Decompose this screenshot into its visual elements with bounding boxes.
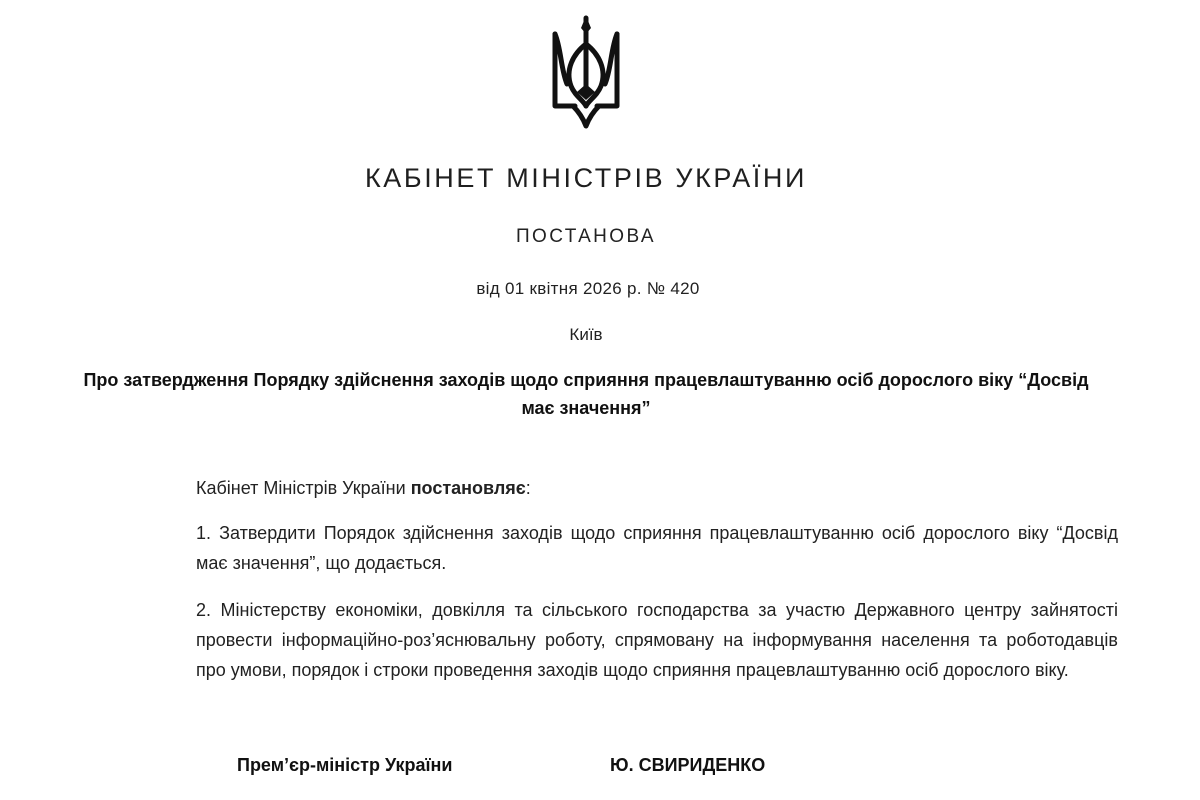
signatory-title: Прем’єр-міністр України — [237, 755, 453, 775]
intro-verb: постановляє — [410, 478, 526, 498]
signatory-name: Ю. СВИРИДЕНКО — [610, 755, 766, 775]
item-1-paragraph: 1. Затвердити Порядок здійснення заходів щодо сприяння працевлаштуванню осіб дорослого віку “Досвід має значення”, що додається. — [196, 523, 1118, 573]
intro-paragraph — [196, 473, 1118, 503]
document-type: ПОСТАНОВА — [516, 226, 656, 247]
date-prefix: від 01 квітня 2026 р. № — [476, 279, 666, 298]
item-2-paragraph: 2. Міністерству економіки, довкілля та сільського господарства за участю Державного центру зайнятості провести інформаційно-роз’яснювальну роботу, спрямовану на інформування населення та роботодавців про умови, порядок і строки проведення заходів щодо сприяння працевлаштуванню осіб дорослого віку. — [196, 600, 1118, 680]
authority-title: КАБІНЕТ МІНІСТРІВ УКРАЇНИ — [364, 163, 808, 193]
tryzub-icon — [551, 14, 621, 129]
document-subject: Про затвердження Порядку здійснення заходів щодо сприяння працевлаштуванню осіб дорослого віку “Досвід має значення” — [83, 370, 1089, 418]
document-dateline — [0, 279, 1176, 299]
city: Київ — [569, 325, 603, 344]
intro-prefix: Кабінет Міністрів України — [196, 478, 406, 498]
intro-suffix: : — [525, 478, 531, 498]
document-number: 420 — [670, 279, 700, 298]
